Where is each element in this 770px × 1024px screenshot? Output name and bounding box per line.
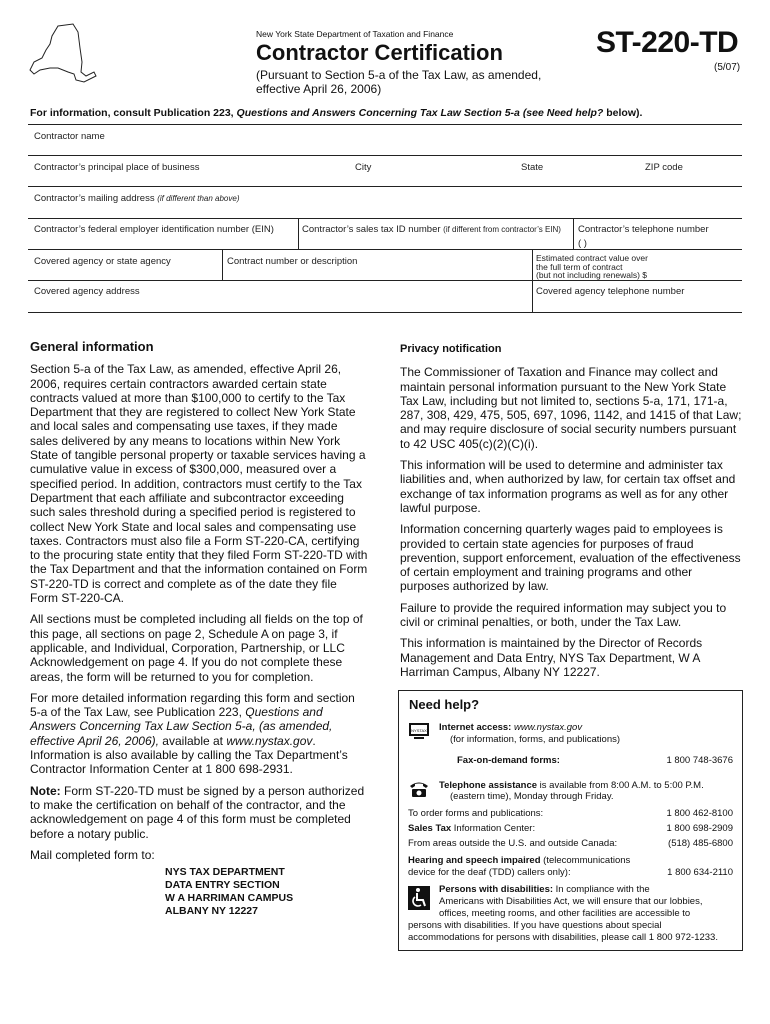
contractor-name-label: Contractor name bbox=[34, 131, 105, 142]
principal-place-label: Contractor’s principal place of business bbox=[34, 162, 200, 173]
fax-line: Fax-on-demand forms: bbox=[457, 755, 560, 766]
disabilities-line3: offices, meeting rooms, and other facilities are accessible to bbox=[439, 908, 691, 919]
internet-note: (for information, forms, and publications) bbox=[450, 734, 621, 745]
need-help-title: Need help? bbox=[409, 697, 480, 712]
svg-text:NYSTAX: NYSTAX bbox=[411, 728, 427, 733]
general-p1: Section 5-a of the Tax Law, as amended, effective April 26, 2006, requires certain contractors awarded certain state contracts valued at more than $100,000 to certify to the Tax Department that they are registered to collect New York State and local sales and compensating use taxes, if they made sales delivered by any means to locations within New York State of tangible personal property or taxable services having a cumulative value in excess of $300,000, measured over a specified period. In addition, contractors must certify to the Tax Department that each affiliate and subcontractor exceeding such sales threshold during a specified period is registered to collect New York State and local sales and compensating use taxes. Contractors must also file a Form ST-220-CA, certifying to the procuring state entity that they filed Form ST-220-TD with the Tax Department and that the information contained on Form ST-220-TD is correct and complete as of the date they file Form ST-220-CA. bbox=[30, 362, 368, 606]
computer-icon bbox=[408, 722, 430, 740]
mailing-address-label: Contractor’s mailing address (if different than above) bbox=[34, 193, 240, 204]
mailing-address-field[interactable] bbox=[28, 205, 742, 215]
need-help-box bbox=[398, 690, 743, 951]
hearing-line2: device for the deaf (TDD) callers only): bbox=[408, 867, 571, 878]
hearing-number: 1 800 634-2110 bbox=[667, 867, 733, 878]
privacy-title: Privacy notification bbox=[400, 343, 502, 355]
telephone-hours: (eastern time), Monday through Friday. bbox=[450, 791, 614, 802]
telephone-icon bbox=[408, 780, 430, 798]
general-note: Note: Form ST-220-TD must be signed by a person authorized to make the certification on behalf of the contractor, and the acknowledgement on page 4 of this form must be completed before a notary public. bbox=[30, 783, 365, 841]
sales-tax-label: Sales Tax Information Center: bbox=[408, 823, 536, 834]
general-p3: For more detailed information regarding this form and section 5-a of the Tax Law, see Publication 223, Questions and Answers Concerning Tax Law Section 5-a, (as amended, effective April 26, 2006), available at www.nystax.gov. Information is also available by calling the Tax Department’s Contractor Information Center at 1 800 698-2931. bbox=[30, 690, 355, 777]
wheelchair-icon bbox=[408, 886, 430, 910]
disabilities-line5: accommodations for persons with disabilities, please call 1 800 972-1233. bbox=[408, 932, 718, 943]
general-info-title: General information bbox=[30, 339, 154, 354]
mail-address: NYS TAX DEPARTMENT DATA ENTRY SECTION W A HARRIMAN CAMPUS ALBANY NY 12227 bbox=[165, 866, 294, 918]
privacy-p1: The Commissioner of Taxation and Finance may collect and maintain personal information pursuant to the New York State Tax Law, including but not limited to, sections 5-a, 171, 171-a, 287, 308, 429, 475, 505, 697, 1096, 1142, and 1415 of that Law; and may require disclosure of social security numbers pursuant to 42 USC 405(c)(2)(C)(i). bbox=[400, 365, 742, 451]
fax-number: 1 800 748-3676 bbox=[666, 755, 733, 766]
internet-line: Internet access: www.nystax.gov bbox=[439, 722, 583, 733]
telephone-field[interactable]: ( ) bbox=[578, 238, 587, 249]
hearing-line1: Hearing and speech impaired (telecommunications bbox=[408, 855, 631, 866]
general-p2: All sections must be completed including all fields on the top of this page, all sections on page 2, Schedule A on page 3, if applicable, and Individual, Corporation, Partnership, or LLC Acknowledgement on page 4. If you do not complete these areas, the form will be returned to you for completion. bbox=[30, 612, 363, 684]
department-name: New York State Department of Taxation and Finance bbox=[256, 29, 454, 39]
disabilities-line1: Persons with disabilities: In compliance with the bbox=[439, 884, 650, 895]
sales-tax-number: 1 800 698-2909 bbox=[666, 823, 733, 834]
zip-label: ZIP code bbox=[645, 162, 683, 173]
mail-label: Mail completed form to: bbox=[30, 847, 155, 862]
contractor-name-field[interactable] bbox=[28, 144, 742, 154]
order-forms-label: To order forms and publications: bbox=[408, 808, 544, 819]
disabilities-line4: persons with disabilities. If you have questions about special bbox=[408, 920, 662, 931]
disabilities-line2: Americans with Disabilities Act, we will ensure that our lobbies, bbox=[439, 896, 703, 907]
state-label: State bbox=[521, 162, 544, 173]
principal-place-field[interactable] bbox=[28, 174, 742, 184]
telephone-line: Telephone assistance is available from 8:00 A.M. to 5:00 P.M. bbox=[439, 780, 704, 791]
contract-number-label: Contract number or description bbox=[227, 256, 358, 267]
agency-label: Covered agency or state agency bbox=[34, 256, 171, 267]
privacy-section bbox=[400, 342, 742, 686]
form-subtitle-line2: effective April 26, 2006) bbox=[256, 82, 382, 96]
general-info-section bbox=[30, 340, 368, 918]
sales-tax-id-label: Contractor’s sales tax ID number (if different from contractor’s EIN) bbox=[302, 224, 561, 235]
outside-us-number: (518) 485-6800 bbox=[668, 838, 733, 849]
privacy-p4: Failure to provide the required information may subject you to civil or criminal penalties, or both, under the Tax Law. bbox=[400, 600, 727, 630]
privacy-p2: This information will be used to determine and administer tax liabilities and, when authorized by law, for certain tax offset and exchange of tax information programs as well as for any other lawful purpose. bbox=[400, 458, 736, 515]
form-subtitle-line1: (Pursuant to Section 5-a of the Tax Law, as amended, bbox=[256, 68, 542, 82]
order-forms-number: 1 800 462-8100 bbox=[666, 808, 733, 819]
ein-label: Contractor’s federal employer identification number (EIN) bbox=[34, 224, 274, 235]
telephone-label: Contractor’s telephone number bbox=[578, 224, 709, 235]
privacy-p3: Information concerning quarterly wages paid to employees is provided to certain state agencies for purposes of fraud prevention, support enforcement, evaluation of the effectiveness of certain employment and training programs and other purposes authorized by law. bbox=[400, 522, 741, 594]
agency-address-label: Covered agency address bbox=[34, 286, 140, 297]
form-title: Contractor Certification bbox=[256, 40, 503, 65]
agency-phone-label: Covered agency telephone number bbox=[536, 286, 685, 297]
form-revision: (5/07) bbox=[714, 62, 741, 73]
est-value-label: Estimated contract value over the full term of contract (but not including renewals) $ bbox=[536, 253, 648, 280]
info-line: For information, consult Publication 223, Questions and Answers Concerning Tax Law Section 5-a (see Need help? below). bbox=[30, 107, 643, 119]
form-number: ST-220-TD bbox=[596, 26, 739, 59]
privacy-p5: This information is maintained by the Director of Records Management and Data Entry, NYS Tax Department, W A Harriman Campus, Albany NY 12227. bbox=[400, 636, 703, 679]
new-york-state-map-icon bbox=[28, 22, 98, 90]
outside-us-label: From areas outside the U.S. and outside Canada: bbox=[408, 838, 618, 849]
city-label: City bbox=[355, 162, 372, 173]
